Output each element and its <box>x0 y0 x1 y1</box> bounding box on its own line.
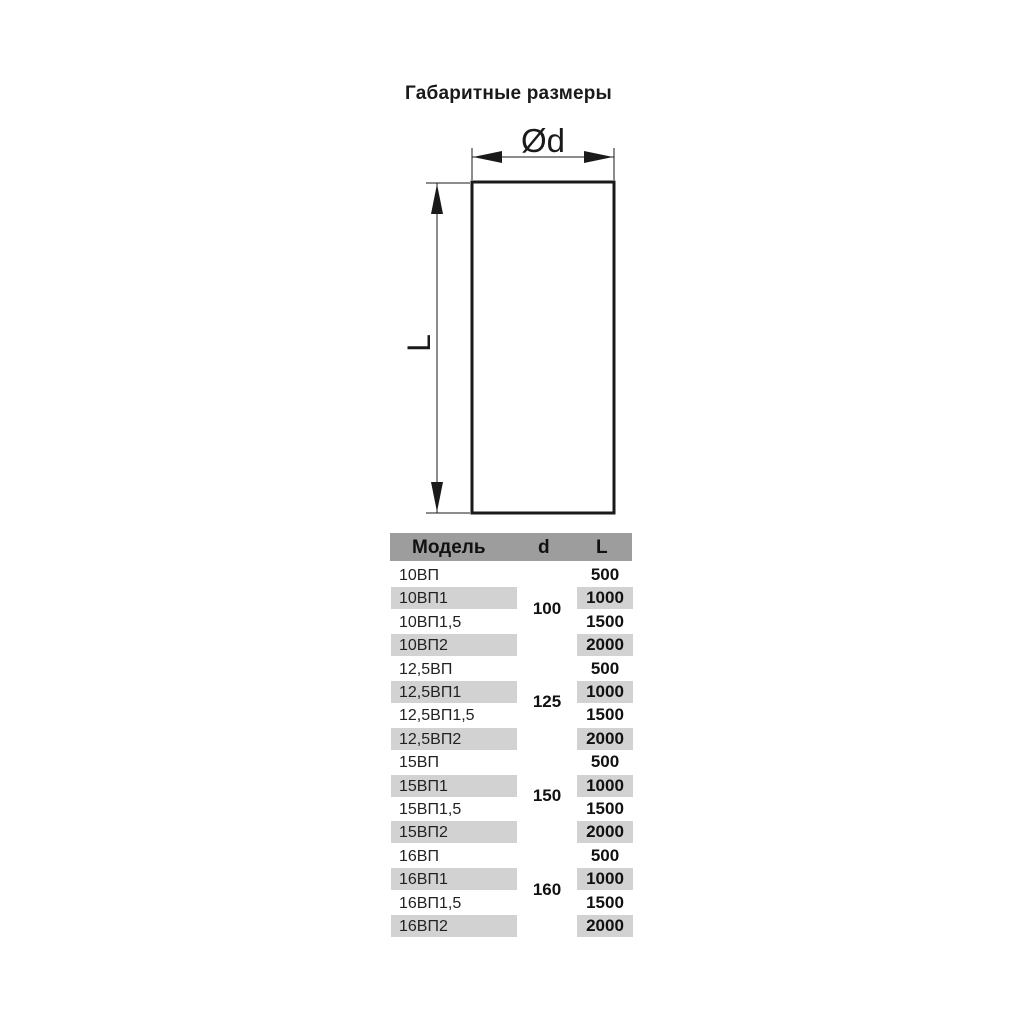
table-row-length: 500 <box>590 565 620 584</box>
table-row-length: 1500 <box>586 799 624 818</box>
table-row-model: 10ВП1 <box>391 587 517 609</box>
table-row-length: 1000 <box>577 868 633 890</box>
length-label: L <box>401 334 437 352</box>
table-row-model: 16ВП <box>399 847 439 865</box>
table-row-model: 10ВП1,5 <box>399 613 462 631</box>
table-row-length: 2000 <box>577 728 633 750</box>
group-diameter: 160 <box>532 879 562 899</box>
table-row-model: 16ВП1,5 <box>399 894 462 912</box>
table-row-length: 1000 <box>577 775 633 797</box>
page-title: Габаритные размеры <box>405 83 612 104</box>
group-diameter: 150 <box>532 786 562 805</box>
table-row-model: 15ВП <box>399 754 439 772</box>
length-arrow-top <box>431 184 443 214</box>
table-row-length: 1500 <box>586 611 624 631</box>
table-row-length: 2000 <box>577 915 633 937</box>
table-row-length: 1000 <box>577 587 633 609</box>
diameter-arrow-left <box>473 151 502 163</box>
group-diameter: 100 <box>532 598 562 618</box>
group-diameter: 125 <box>532 692 562 712</box>
header-d: d <box>538 537 550 558</box>
table-row-length: 500 <box>590 658 620 678</box>
duct-outline <box>472 182 614 513</box>
diameter-arrow-right <box>584 151 613 163</box>
table-row-length: 500 <box>590 845 620 865</box>
table-row-length: 2000 <box>577 634 633 656</box>
table-row-model: 12,5ВП <box>399 660 453 678</box>
table-row-model: 10ВП2 <box>391 634 517 656</box>
header-l: L <box>596 537 608 558</box>
table-row-model: 12,5ВП2 <box>391 728 517 750</box>
table-header <box>390 533 632 561</box>
table-row-model: 12,5ВП1 <box>391 681 517 703</box>
table-row-model: 10ВП <box>399 567 439 584</box>
table-row-length: 500 <box>590 752 620 772</box>
table-row-model: 16ВП1 <box>391 868 517 890</box>
table-row-length: 1500 <box>586 892 624 912</box>
table-row-model: 12,5ВП1,5 <box>399 707 475 725</box>
table-row-length: 1000 <box>577 681 633 703</box>
table-row-model: 15ВП2 <box>391 821 517 843</box>
diameter-label: Ød <box>520 122 566 159</box>
header-model: Модель <box>412 537 486 558</box>
table-row-model: 16ВП2 <box>391 915 517 937</box>
table-row-model: 15ВП1,5 <box>399 801 462 818</box>
table-row-model: 15ВП1 <box>391 775 517 797</box>
table-row-length: 2000 <box>577 821 633 843</box>
length-arrow-bottom <box>431 482 443 512</box>
table-row-length: 1500 <box>586 705 624 725</box>
